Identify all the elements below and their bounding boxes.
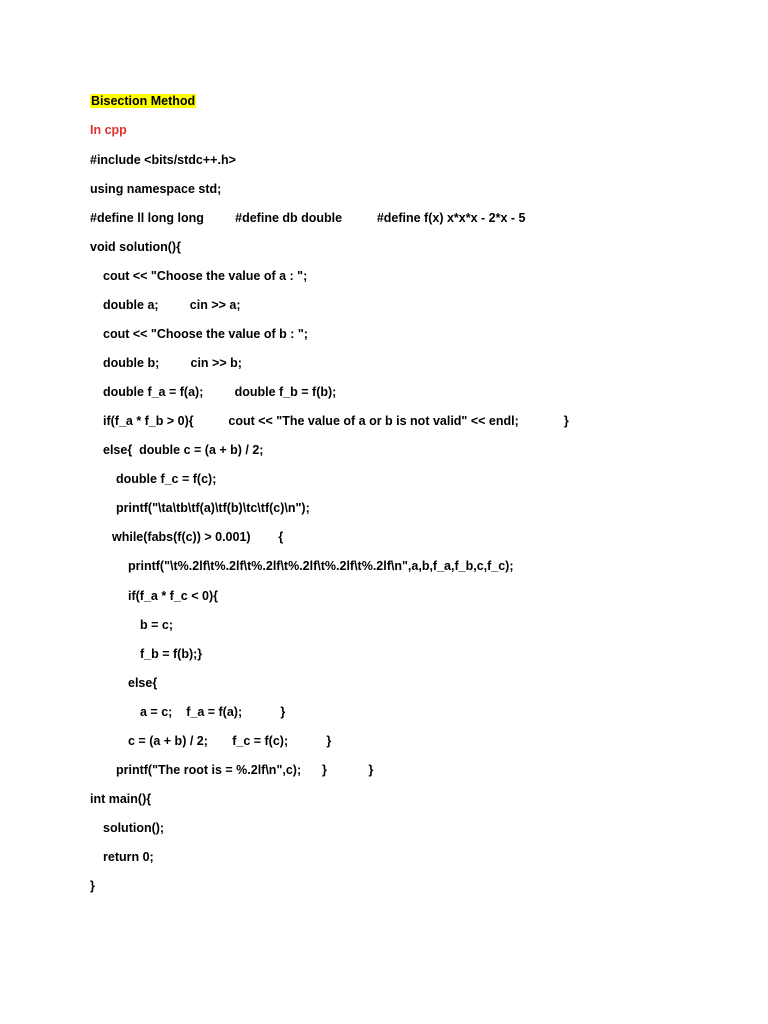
code-line: a = c; f_a = f(a); }: [140, 705, 286, 719]
code-line: #define ll long long #define db double #define f(x) x*x*x - 2*x - 5: [90, 211, 526, 225]
code-line: double b; cin >> b;: [103, 356, 242, 370]
code-line: double f_c = f(c);: [116, 472, 217, 486]
code-line: f_b = f(b);}: [140, 647, 203, 661]
code-line: int main(){: [90, 792, 152, 806]
language-label: In cpp: [90, 123, 127, 137]
code-line: else{ double c = (a + b) / 2;: [103, 443, 264, 457]
code-line: #include <bits/stdc++.h>: [90, 153, 236, 167]
code-line: b = c;: [140, 618, 173, 632]
code-line: using namespace std;: [90, 182, 222, 196]
code-line: double f_a = f(a); double f_b = f(b);: [103, 385, 337, 399]
code-line: printf("The root is = %.2lf\n",c); } }: [116, 763, 374, 777]
code-line: printf("\t%.2lf\t%.2lf\t%.2lf\t%.2lf\t%.2lf\t%.2lf\n",a,b,f_a,f_b,c,f_c);: [128, 559, 514, 573]
code-line: }: [90, 879, 95, 893]
code-line: double a; cin >> a;: [103, 298, 241, 312]
document-title: Bisection Method: [91, 94, 196, 108]
code-line: if(f_a * f_c < 0){: [128, 589, 218, 603]
code-line: c = (a + b) / 2; f_c = f(c); }: [128, 734, 332, 748]
code-line: cout << "Choose the value of a : ";: [103, 269, 308, 283]
title-line: [90, 93, 196, 109]
code-line: void solution(){: [90, 240, 181, 254]
code-line: return 0;: [103, 850, 154, 864]
code-line: solution();: [103, 821, 165, 835]
code-line: if(f_a * f_b > 0){ cout << "The value of a or b is not valid" << endl; }: [103, 414, 569, 428]
code-line: while(fabs(f(c)) > 0.001) {: [112, 530, 284, 544]
code-line: cout << "Choose the value of b : ";: [103, 327, 308, 341]
code-line: printf("\ta\tb\tf(a)\tf(b)\tc\tf(c)\n");: [116, 501, 310, 515]
code-line: else{: [128, 676, 158, 690]
